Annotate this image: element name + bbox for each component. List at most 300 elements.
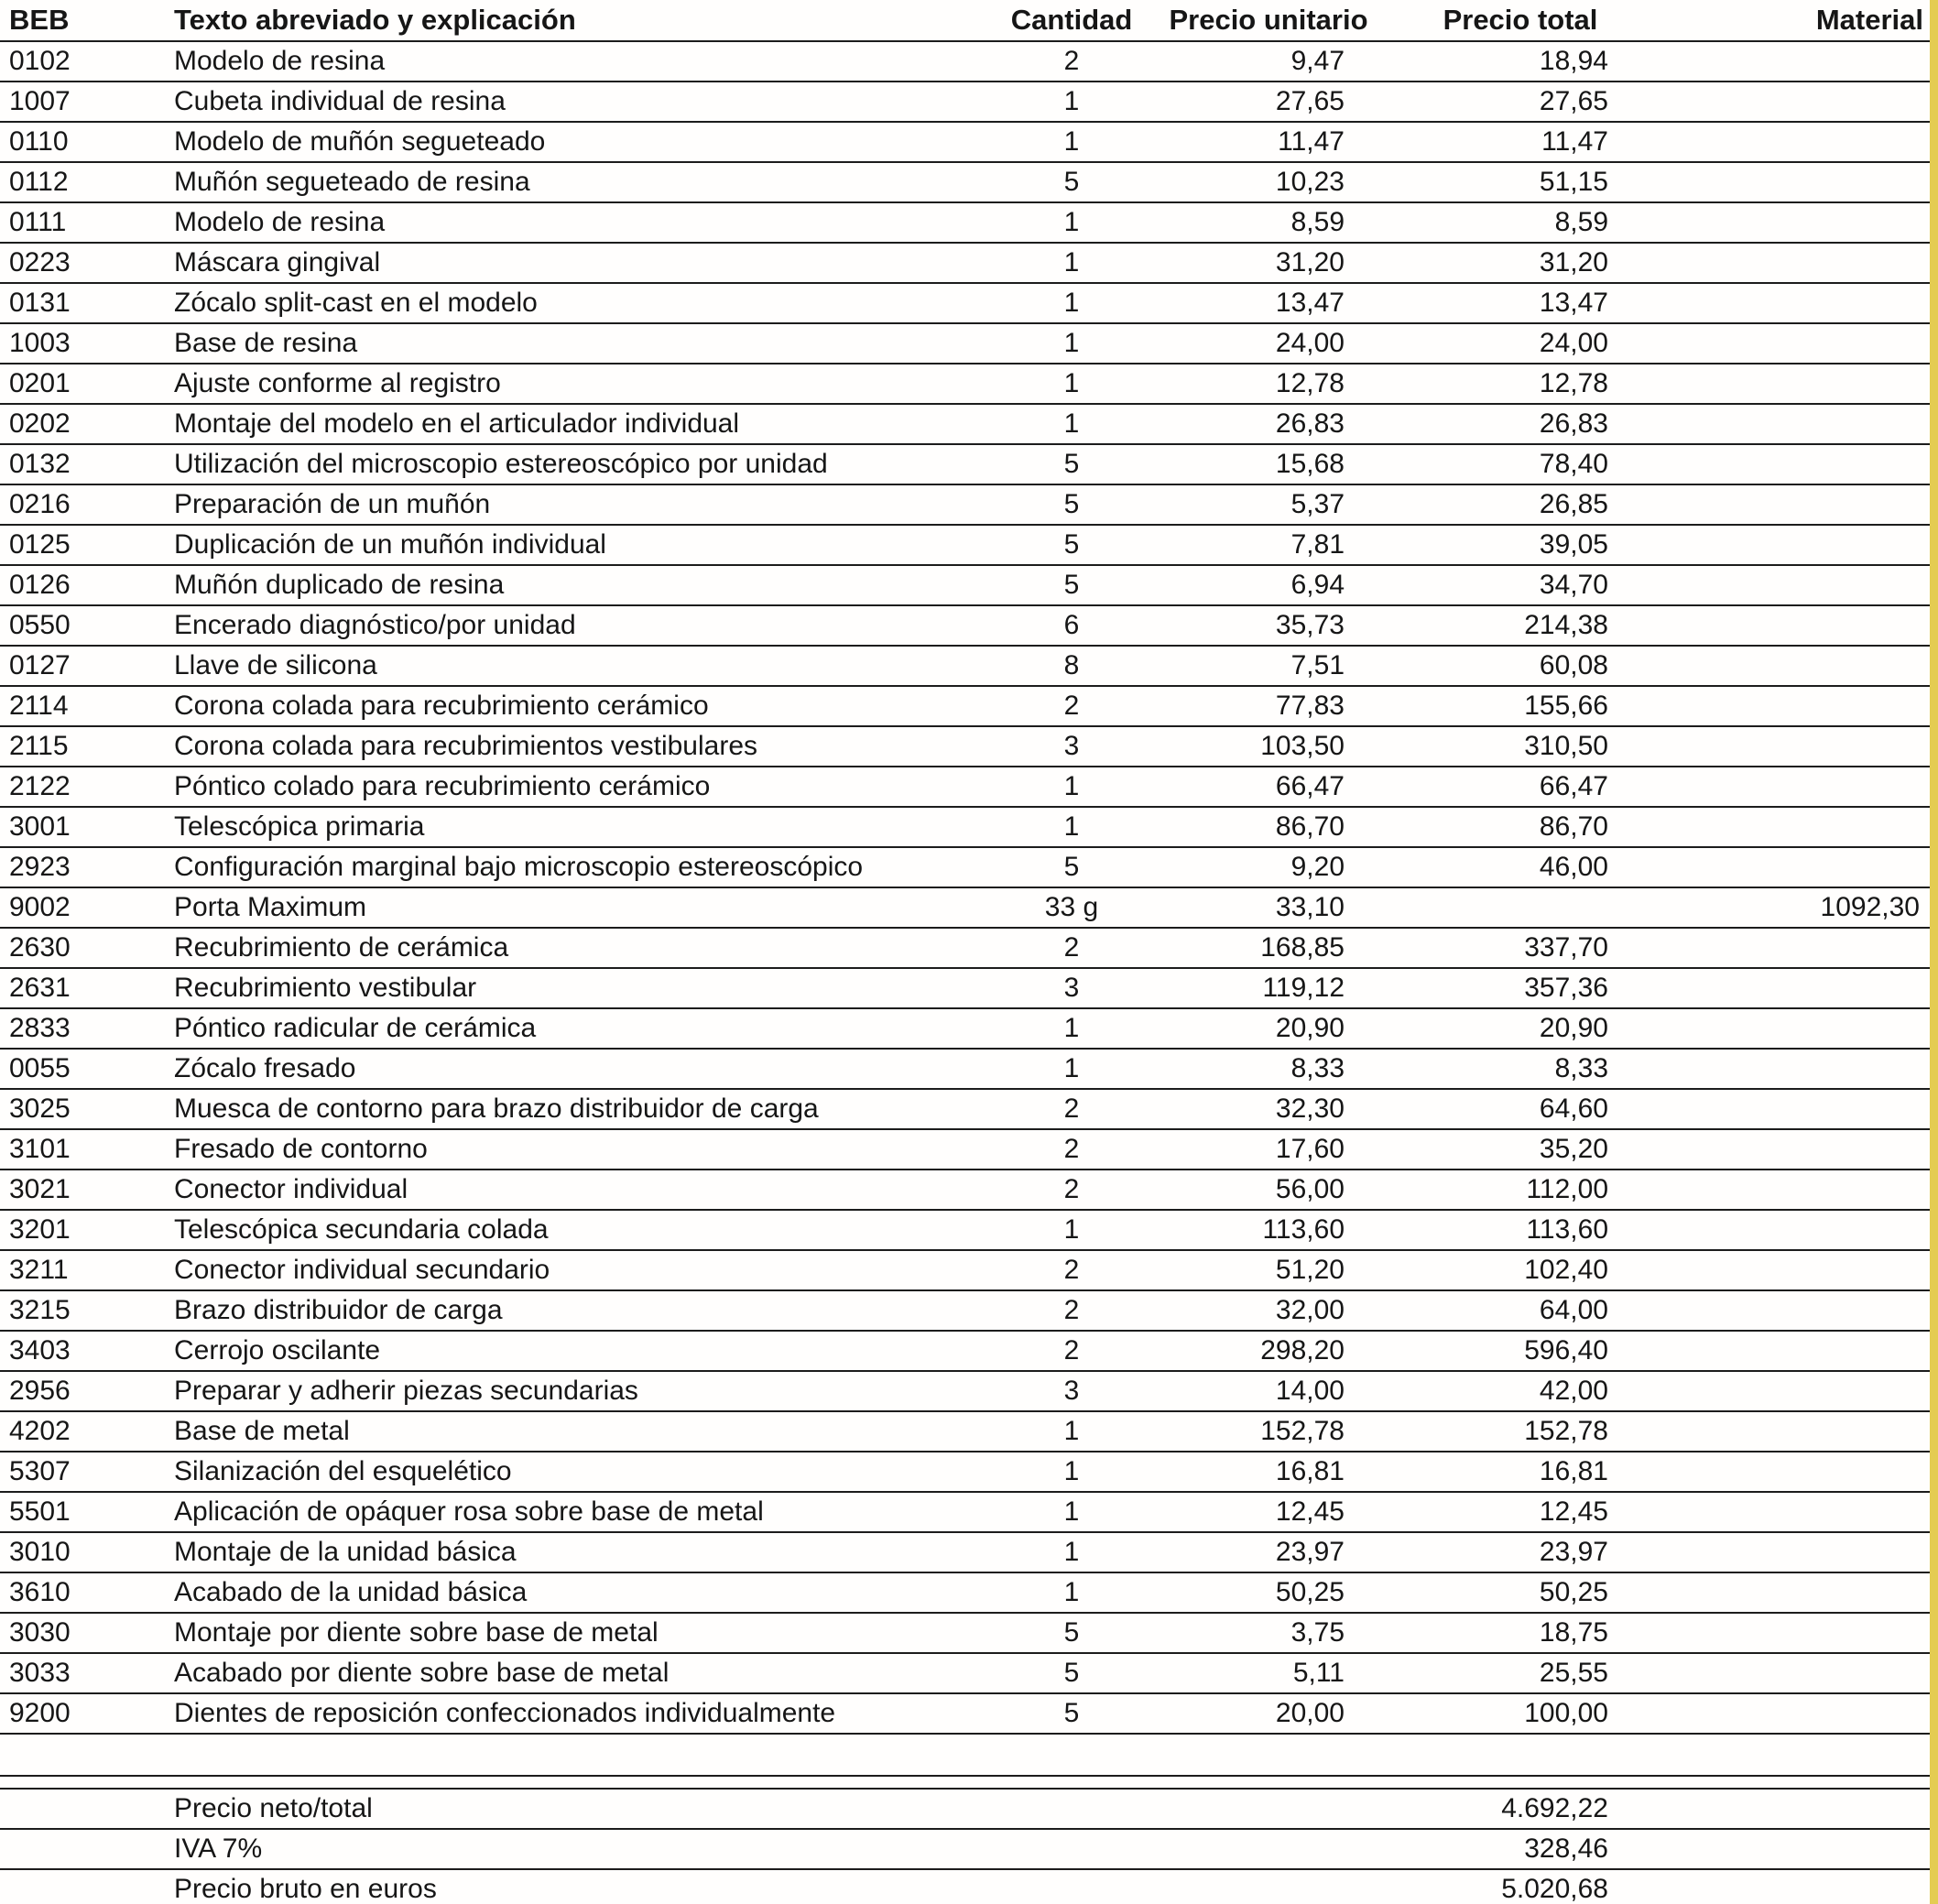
cell-cantidad: 1 — [998, 1532, 1145, 1572]
cell-cantidad: 3 — [998, 726, 1145, 767]
cell-texto: Máscara gingival — [165, 243, 998, 283]
cell-precio-unitario: 26,83 — [1145, 404, 1392, 444]
cell-precio-total: 8,33 — [1392, 1049, 1649, 1089]
cell-material — [1649, 1829, 1938, 1869]
cell-cantidad: 2 — [998, 1170, 1145, 1210]
cell-beb: 0125 — [0, 525, 165, 565]
cell-precio-unitario: 3,75 — [1145, 1613, 1392, 1653]
cell-material — [1649, 928, 1938, 968]
cell-beb: 3025 — [0, 1089, 165, 1129]
summary-label: Precio neto/total — [165, 1789, 998, 1829]
cell-beb — [0, 1789, 165, 1829]
cell-material — [1649, 847, 1938, 887]
cell-cantidad: 2 — [998, 1290, 1145, 1331]
cell-precio-total: 12,78 — [1392, 364, 1649, 404]
cell-cantidad: 5 — [998, 525, 1145, 565]
table-row — [0, 1290, 1938, 1331]
cell-precio-unitario — [1145, 1829, 1392, 1869]
cell-beb: 0055 — [0, 1049, 165, 1089]
cell-precio-unitario: 13,47 — [1145, 283, 1392, 323]
cell-material — [1649, 364, 1938, 404]
cell-precio-unitario: 11,47 — [1145, 122, 1392, 162]
cell-cantidad: 1 — [998, 1049, 1145, 1089]
cell-precio-total: 18,75 — [1392, 1613, 1649, 1653]
cell-beb: 3610 — [0, 1572, 165, 1613]
cell-beb: 2923 — [0, 847, 165, 887]
cell-texto: Duplicación de un muñón individual — [165, 525, 998, 565]
cell-beb: 2631 — [0, 968, 165, 1008]
cell-precio-total: 25,55 — [1392, 1653, 1649, 1693]
cell-texto: Telescópica secundaria colada — [165, 1210, 998, 1250]
cell-beb: 2114 — [0, 686, 165, 726]
header-precio-total: Precio total — [1392, 0, 1649, 41]
cell-precio-unitario: 12,78 — [1145, 364, 1392, 404]
cell-beb: 2115 — [0, 726, 165, 767]
cell-precio-unitario: 10,23 — [1145, 162, 1392, 202]
table-row — [0, 1049, 1938, 1089]
cell-texto: Preparar y adherir piezas secundarias — [165, 1371, 998, 1411]
cell-beb: 9200 — [0, 1693, 165, 1734]
table-row — [0, 525, 1938, 565]
header-precio-unitario: Precio unitario — [1145, 0, 1392, 41]
cell-precio-total: 51,15 — [1392, 162, 1649, 202]
table-row — [0, 726, 1938, 767]
cell-beb: 1007 — [0, 82, 165, 122]
cell-material — [1649, 525, 1938, 565]
cell-material — [1649, 1371, 1938, 1411]
cell-precio-unitario: 5,11 — [1145, 1653, 1392, 1693]
cell-cantidad: 1 — [998, 1572, 1145, 1613]
cell-material — [1649, 1869, 1938, 1904]
cell-precio-unitario: 56,00 — [1145, 1170, 1392, 1210]
cell-beb: 5307 — [0, 1452, 165, 1492]
cell-cantidad — [998, 1789, 1145, 1829]
cell-texto: Modelo de resina — [165, 202, 998, 243]
cell-precio-unitario: 77,83 — [1145, 686, 1392, 726]
cell-material — [1649, 1452, 1938, 1492]
cell-precio-unitario: 9,47 — [1145, 41, 1392, 82]
cell-cantidad — [998, 1829, 1145, 1869]
cell-precio-total: 16,81 — [1392, 1452, 1649, 1492]
cell-precio-unitario: 152,78 — [1145, 1411, 1392, 1452]
cell-precio-total: 155,66 — [1392, 686, 1649, 726]
cell-precio-total: 46,00 — [1392, 847, 1649, 887]
cell-precio-unitario: 12,45 — [1145, 1492, 1392, 1532]
cell-material — [1649, 726, 1938, 767]
cell-texto: Encerado diagnóstico/por unidad — [165, 605, 998, 646]
cell-cantidad: 5 — [998, 1613, 1145, 1653]
cell-precio-total: 214,38 — [1392, 605, 1649, 646]
table-row — [0, 122, 1938, 162]
table-row — [0, 323, 1938, 364]
cell-beb: 5501 — [0, 1492, 165, 1532]
cell-material — [1649, 1572, 1938, 1613]
cell-material — [1649, 605, 1938, 646]
cell-precio-unitario: 103,50 — [1145, 726, 1392, 767]
cell-cantidad: 1 — [998, 243, 1145, 283]
cell-precio-unitario: 16,81 — [1145, 1452, 1392, 1492]
cell-texto: Muñón segueteado de resina — [165, 162, 998, 202]
cell-cantidad: 1 — [998, 323, 1145, 364]
summary-row — [0, 1869, 1938, 1904]
table-row — [0, 1693, 1938, 1734]
cell-texto: Configuración marginal bajo microscopio estereoscópico — [165, 847, 998, 887]
cell-material — [1649, 1129, 1938, 1170]
cell-material — [1649, 202, 1938, 243]
cell-material — [1649, 565, 1938, 605]
cell-precio-total: 18,94 — [1392, 41, 1649, 82]
table-row — [0, 1532, 1938, 1572]
cell-beb: 3033 — [0, 1653, 165, 1693]
cell-cantidad: 2 — [998, 41, 1145, 82]
cell-beb: 3101 — [0, 1129, 165, 1170]
cell-material — [1649, 444, 1938, 484]
table-row — [0, 283, 1938, 323]
table-row — [0, 1008, 1938, 1049]
cell-material — [1649, 1789, 1938, 1829]
cell-texto: Corona colada para recubrimiento cerámico — [165, 686, 998, 726]
cell-precio-unitario: 33,10 — [1145, 887, 1392, 928]
cell-texto: Zócalo split-cast en el modelo — [165, 283, 998, 323]
cell-precio-total: 8,59 — [1392, 202, 1649, 243]
cell-precio-unitario: 86,70 — [1145, 807, 1392, 847]
cell-material — [1649, 1089, 1938, 1129]
table-row — [0, 1572, 1938, 1613]
divider-cell — [998, 1776, 1145, 1789]
cell-cantidad — [998, 1869, 1145, 1904]
cell-texto: Muñón duplicado de resina — [165, 565, 998, 605]
cell-texto: Fresado de contorno — [165, 1129, 998, 1170]
cell-texto: Base de metal — [165, 1411, 998, 1452]
cell-texto: Montaje por diente sobre base de metal — [165, 1613, 998, 1653]
cell-texto: Dientes de reposición confeccionados individualmente — [165, 1693, 998, 1734]
cell-material — [1649, 283, 1938, 323]
cell-beb: 0131 — [0, 283, 165, 323]
divider-cell — [165, 1776, 998, 1789]
summary-row — [0, 1789, 1938, 1829]
table-row — [0, 807, 1938, 847]
cell-precio-unitario: 8,33 — [1145, 1049, 1392, 1089]
cell-cantidad: 5 — [998, 565, 1145, 605]
table-row — [0, 686, 1938, 726]
cell-beb: 0216 — [0, 484, 165, 525]
table-row — [0, 887, 1938, 928]
cell-precio-total: 596,40 — [1392, 1331, 1649, 1371]
cell-texto: Recubrimiento de cerámica — [165, 928, 998, 968]
table-row — [0, 444, 1938, 484]
cell-precio-total: 26,85 — [1392, 484, 1649, 525]
cell-material: 1092,30 — [1649, 887, 1938, 928]
cell-cantidad: 6 — [998, 605, 1145, 646]
cell-beb: 0110 — [0, 122, 165, 162]
cell-texto: Modelo de muñón segueteado — [165, 122, 998, 162]
summary-divider-row — [0, 1776, 1938, 1789]
cell-cantidad: 3 — [998, 968, 1145, 1008]
cell-precio-total: 31,20 — [1392, 243, 1649, 283]
cell-material — [1649, 1693, 1938, 1734]
summary-row — [0, 1829, 1938, 1869]
cell-material — [1649, 968, 1938, 1008]
cell-precio-unitario: 113,60 — [1145, 1210, 1392, 1250]
cell-precio-unitario: 298,20 — [1145, 1331, 1392, 1371]
cell-cantidad: 1 — [998, 122, 1145, 162]
table-row — [0, 243, 1938, 283]
cell-precio-unitario — [1145, 1869, 1392, 1904]
cell-material — [1649, 484, 1938, 525]
cell-precio-unitario: 23,97 — [1145, 1532, 1392, 1572]
cell-precio-total: 26,83 — [1392, 404, 1649, 444]
cell-texto: Acabado por diente sobre base de metal — [165, 1653, 998, 1693]
cell-cantidad: 1 — [998, 404, 1145, 444]
cell-precio-total: 66,47 — [1392, 767, 1649, 807]
cell-texto: Muesca de contorno para brazo distribuidor de carga — [165, 1089, 998, 1129]
summary-body — [0, 1776, 1938, 1904]
cell-material — [1649, 1008, 1938, 1049]
cell-beb: 3001 — [0, 807, 165, 847]
cell-precio-unitario: 7,81 — [1145, 525, 1392, 565]
cell-material — [1649, 1653, 1938, 1693]
cell-cantidad: 5 — [998, 1653, 1145, 1693]
cell-cantidad: 1 — [998, 1492, 1145, 1532]
cell-cantidad: 1 — [998, 767, 1145, 807]
cell-cantidad: 1 — [998, 283, 1145, 323]
cell-beb: 0132 — [0, 444, 165, 484]
header-row — [0, 0, 1938, 41]
cell-precio-unitario: 31,20 — [1145, 243, 1392, 283]
cell-beb: 0111 — [0, 202, 165, 243]
cell-precio-unitario: 168,85 — [1145, 928, 1392, 968]
cell-cantidad: 1 — [998, 1411, 1145, 1452]
cell-beb: 3021 — [0, 1170, 165, 1210]
cell-precio-unitario: 35,73 — [1145, 605, 1392, 646]
header-cantidad: Cantidad — [998, 0, 1145, 41]
cell-texto: Conector individual secundario — [165, 1250, 998, 1290]
cell-beb: 2833 — [0, 1008, 165, 1049]
cell-beb — [0, 1869, 165, 1904]
cell-material — [1649, 686, 1938, 726]
cell-precio-total: 50,25 — [1392, 1572, 1649, 1613]
cell-precio-total: 357,36 — [1392, 968, 1649, 1008]
cell-material — [1649, 1613, 1938, 1653]
cell-texto: Acabado de la unidad básica — [165, 1572, 998, 1613]
cell-texto: Montaje del modelo en el articulador individual — [165, 404, 998, 444]
cell-precio-unitario: 119,12 — [1145, 968, 1392, 1008]
cell-cantidad: 2 — [998, 928, 1145, 968]
header-material: Material — [1649, 0, 1938, 41]
cell-material — [1649, 1290, 1938, 1331]
cell-cantidad: 1 — [998, 364, 1145, 404]
header-beb: BEB — [0, 0, 165, 41]
cell-cantidad: 1 — [998, 202, 1145, 243]
table-row — [0, 41, 1938, 82]
cell-cantidad: 1 — [998, 807, 1145, 847]
cell-precio-unitario: 20,90 — [1145, 1008, 1392, 1049]
table-row — [0, 1170, 1938, 1210]
cell-cantidad: 1 — [998, 1452, 1145, 1492]
cell-material — [1649, 646, 1938, 686]
cell-precio-unitario: 24,00 — [1145, 323, 1392, 364]
table-header — [0, 0, 1938, 41]
cell-material — [1649, 162, 1938, 202]
cell-precio-total: 13,47 — [1392, 283, 1649, 323]
cell-material — [1649, 323, 1938, 364]
cell-cantidad: 5 — [998, 847, 1145, 887]
scan-edge-strip — [1930, 0, 1938, 1904]
cell-precio-total: 152,78 — [1392, 1411, 1649, 1452]
cell-texto: Póntico radicular de cerámica — [165, 1008, 998, 1049]
cell-precio-total: 102,40 — [1392, 1250, 1649, 1290]
cell-material — [1649, 82, 1938, 122]
cell-precio-unitario: 50,25 — [1145, 1572, 1392, 1613]
cell-precio-unitario — [1145, 1789, 1392, 1829]
cell-precio-total: 64,60 — [1392, 1089, 1649, 1129]
table-row — [0, 646, 1938, 686]
cell-texto: Póntico colado para recubrimiento cerámico — [165, 767, 998, 807]
cell-precio-total: 337,70 — [1392, 928, 1649, 968]
cell-material — [1649, 1250, 1938, 1290]
cell-material — [1649, 1411, 1938, 1452]
cell-beb: 3201 — [0, 1210, 165, 1250]
cell-texto: Aplicación de opáquer rosa sobre base de metal — [165, 1492, 998, 1532]
divider-cell — [1649, 1776, 1938, 1789]
cell-cantidad: 5 — [998, 1693, 1145, 1734]
cell-precio-unitario: 32,30 — [1145, 1089, 1392, 1129]
table-row — [0, 82, 1938, 122]
summary-value: 4.692,22 — [1392, 1789, 1649, 1829]
cell-precio-total: 86,70 — [1392, 807, 1649, 847]
cell-material — [1649, 1049, 1938, 1089]
table-row — [0, 1129, 1938, 1170]
cell-material — [1649, 122, 1938, 162]
cell-precio-total — [1392, 887, 1649, 928]
cell-precio-total: 310,50 — [1392, 726, 1649, 767]
cell-texto: Base de resina — [165, 323, 998, 364]
cell-material — [1649, 404, 1938, 444]
cell-material — [1649, 1492, 1938, 1532]
cell-texto: Preparación de un muñón — [165, 484, 998, 525]
cell-beb: 3030 — [0, 1613, 165, 1653]
cell-cantidad: 2 — [998, 1089, 1145, 1129]
cell-precio-unitario: 6,94 — [1145, 565, 1392, 605]
cell-precio-total: 12,45 — [1392, 1492, 1649, 1532]
cell-cantidad: 1 — [998, 82, 1145, 122]
cell-precio-total: 27,65 — [1392, 82, 1649, 122]
summary-spacer — [0, 1735, 1938, 1775]
table-row — [0, 1331, 1938, 1371]
cell-cantidad: 5 — [998, 484, 1145, 525]
cell-texto: Montaje de la unidad básica — [165, 1532, 998, 1572]
cell-precio-total: 39,05 — [1392, 525, 1649, 565]
table-row — [0, 1250, 1938, 1290]
cell-texto: Modelo de resina — [165, 41, 998, 82]
cell-texto: Zócalo fresado — [165, 1049, 998, 1089]
cell-cantidad: 2 — [998, 1331, 1145, 1371]
table-row — [0, 565, 1938, 605]
summary-value: 328,46 — [1392, 1829, 1649, 1869]
table-row — [0, 928, 1938, 968]
cell-precio-unitario: 8,59 — [1145, 202, 1392, 243]
cell-precio-total: 24,00 — [1392, 323, 1649, 364]
cell-precio-unitario: 9,20 — [1145, 847, 1392, 887]
cell-precio-unitario: 17,60 — [1145, 1129, 1392, 1170]
cell-precio-unitario: 32,00 — [1145, 1290, 1392, 1331]
cell-beb: 3403 — [0, 1331, 165, 1371]
table-row — [0, 202, 1938, 243]
cell-precio-total: 42,00 — [1392, 1371, 1649, 1411]
cell-precio-unitario: 20,00 — [1145, 1693, 1392, 1734]
table-row — [0, 968, 1938, 1008]
cell-precio-total: 23,97 — [1392, 1532, 1649, 1572]
summary-table — [0, 1775, 1938, 1904]
table-row — [0, 1492, 1938, 1532]
cell-cantidad: 5 — [998, 162, 1145, 202]
cell-cantidad: 3 — [998, 1371, 1145, 1411]
table-row — [0, 1210, 1938, 1250]
cell-precio-total: 113,60 — [1392, 1210, 1649, 1250]
cell-texto: Brazo distribuidor de carga — [165, 1290, 998, 1331]
table-row — [0, 847, 1938, 887]
table-row — [0, 484, 1938, 525]
cell-cantidad: 1 — [998, 1008, 1145, 1049]
cell-precio-total: 64,00 — [1392, 1290, 1649, 1331]
header-texto: Texto abreviado y explicación — [165, 0, 998, 41]
table-row — [0, 767, 1938, 807]
cell-texto: Recubrimiento vestibular — [165, 968, 998, 1008]
cell-cantidad: 8 — [998, 646, 1145, 686]
cell-texto: Cubeta individual de resina — [165, 82, 998, 122]
cell-beb: 2956 — [0, 1371, 165, 1411]
cell-texto: Telescópica primaria — [165, 807, 998, 847]
cell-beb: 0550 — [0, 605, 165, 646]
cell-beb — [0, 1829, 165, 1869]
cell-precio-total: 78,40 — [1392, 444, 1649, 484]
cell-precio-unitario: 14,00 — [1145, 1371, 1392, 1411]
cell-material — [1649, 243, 1938, 283]
cell-cantidad: 2 — [998, 1129, 1145, 1170]
table-row — [0, 1089, 1938, 1129]
cell-beb: 9002 — [0, 887, 165, 928]
divider-cell — [1145, 1776, 1392, 1789]
cell-beb: 2122 — [0, 767, 165, 807]
cell-beb: 0201 — [0, 364, 165, 404]
divider-cell — [1392, 1776, 1649, 1789]
cell-beb: 0223 — [0, 243, 165, 283]
table-row — [0, 1371, 1938, 1411]
cell-cantidad: 2 — [998, 686, 1145, 726]
cell-precio-unitario: 66,47 — [1145, 767, 1392, 807]
cell-beb: 2630 — [0, 928, 165, 968]
cell-texto: Ajuste conforme al registro — [165, 364, 998, 404]
cell-material — [1649, 1170, 1938, 1210]
cell-precio-total: 100,00 — [1392, 1693, 1649, 1734]
table-row — [0, 1653, 1938, 1693]
cell-cantidad: 5 — [998, 444, 1145, 484]
table-row — [0, 1613, 1938, 1653]
cell-beb: 4202 — [0, 1411, 165, 1452]
table-row — [0, 162, 1938, 202]
cell-beb: 3211 — [0, 1250, 165, 1290]
cell-texto: Porta Maximum — [165, 887, 998, 928]
cell-precio-unitario: 15,68 — [1145, 444, 1392, 484]
cell-beb: 1003 — [0, 323, 165, 364]
table-row — [0, 404, 1938, 444]
cell-beb: 0126 — [0, 565, 165, 605]
cell-cantidad: 2 — [998, 1250, 1145, 1290]
table-row — [0, 1452, 1938, 1492]
cell-precio-unitario: 51,20 — [1145, 1250, 1392, 1290]
cell-texto: Silanización del esquelético — [165, 1452, 998, 1492]
cell-beb: 3010 — [0, 1532, 165, 1572]
